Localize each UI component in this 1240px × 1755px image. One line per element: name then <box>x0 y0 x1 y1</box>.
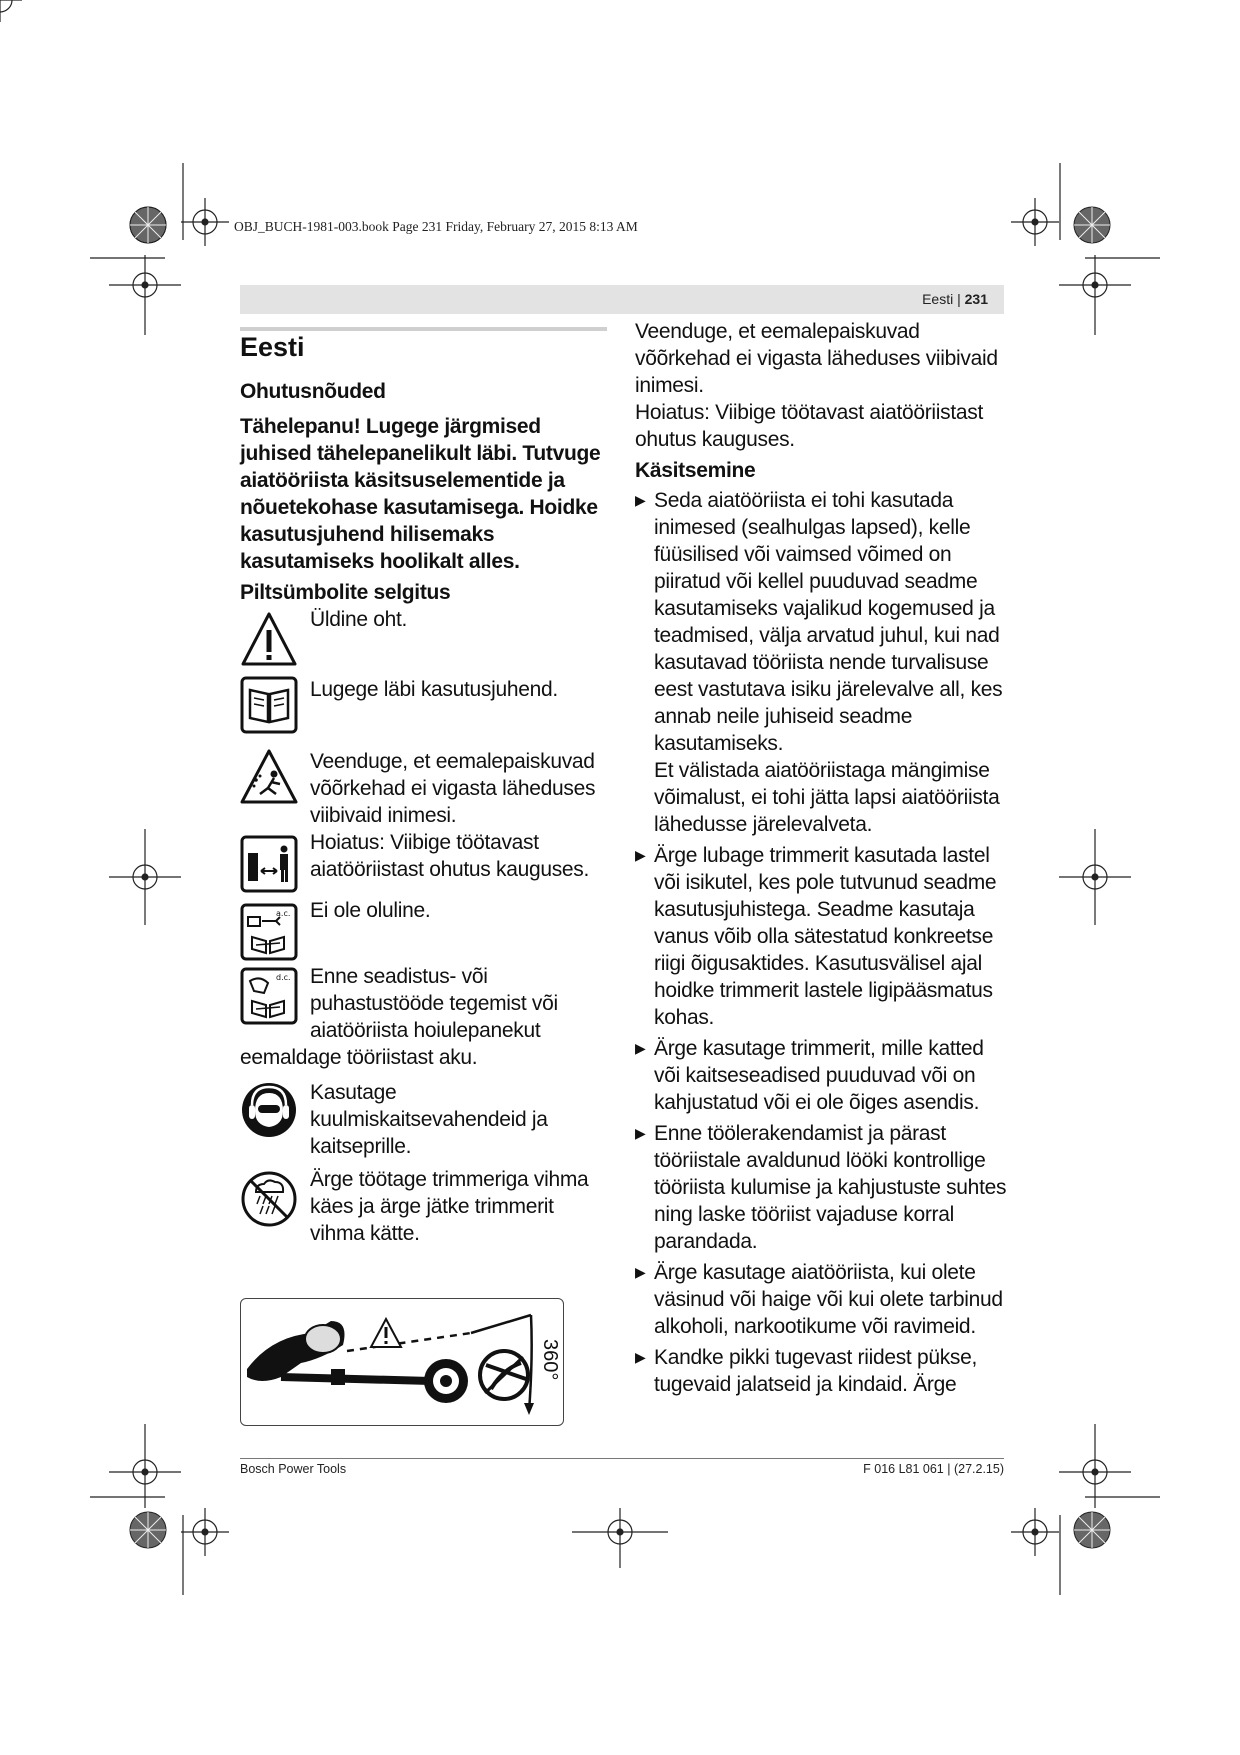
no-rain-icon <box>240 1170 298 1228</box>
bullet-text: Ärge kasutage trimmerit, mille katted või kaitseseadised puuduvad või on kahjustatud või ei ole õiges asendis. <box>654 1037 984 1114</box>
bullet-marker-icon: ▶ <box>635 1125 646 1141</box>
general-danger-icon <box>240 610 298 668</box>
remove-battery-dc-icon <box>240 967 298 1025</box>
symbol-row <box>240 1166 610 1254</box>
bullet-item <box>635 842 1007 1031</box>
right-column <box>635 318 1007 1398</box>
warning-paragraph: Tähelepanu! Lugege järgmised juhised tähelepanelikult läbi. Tutvuge aiatööriista käsitsuselementide ja nõuetekohase kasutamisega. Hoidke kasutusjuhend hilisemaks kasutamiseks hoolikalt alles. <box>240 415 601 573</box>
bullet-text: Ärge kasutage aiatööriista, kui olete väsinud või haige või kui olete tarbinud alkoholi, narkootikume või ravimeid. <box>654 1261 1003 1338</box>
bullet-marker-icon: ▶ <box>635 1264 646 1280</box>
not-relevant-ac-icon <box>240 903 298 961</box>
safety-distance-icon <box>240 835 298 893</box>
bullet-item <box>635 487 1007 838</box>
bullet-text: Enne töölerakendamist ja pärast tööriistale avaldunud lööki kontrollige tööriista kulumise ja kahjustuste suhtes ning laske tööriist vajaduse korral parandada. <box>654 1122 1007 1253</box>
page-number: 231 <box>964 291 988 307</box>
bullet-text: Kandke pikki tugevast riidest pükse, tugevaid jalatseid ja kindaid. Ärge <box>654 1346 978 1396</box>
header-text <box>922 291 988 307</box>
continued-paragraph-2: Hoiatus: Viibige töötavast aiatööriistast ohutus kauguses. <box>635 401 984 451</box>
header-section: Eesti <box>922 291 954 307</box>
bullet-text: Ärge lubage trimmerit kasutada lastel või isikutel, kes pole tutvunud seadme kasutusjuhistega. Seadme kasutaja vanus võib olla sätestatud konkreetse riigi õigusaktides. Kasutusvälisel ajal hoidke trimmerit lastele ligipääsmatus kohas. <box>654 844 997 1029</box>
svg-text:a.c.: a.c. <box>276 909 291 918</box>
bullet-extra: Et välistada aiatööriistaga mängimise võimalust, ei tohi jätta lapsi aiatööriista lähedusse järelevalveta. <box>654 759 1000 836</box>
ear-eye-protection-icon <box>240 1081 298 1139</box>
symbol-row <box>240 676 610 748</box>
read-manual-icon <box>240 676 298 734</box>
symbol-row <box>240 897 610 963</box>
left-column <box>240 330 610 1254</box>
symbol-row <box>240 606 610 676</box>
footer-docnumber: F 016 L81 061 | (27.2.15) <box>863 1462 1004 1476</box>
symbol-text: Kasutage kuulmiskaitsevahendeid ja kaitseprille. <box>310 1081 548 1158</box>
footer-rule <box>240 1458 1004 1459</box>
symbol-text: Hoiatus: Viibige töötavast aiatööriistast ohutus kauguses. <box>310 831 590 881</box>
symbol-row <box>240 829 610 897</box>
bullet-marker-icon: ▶ <box>635 492 646 508</box>
illustration-label: 360° <box>539 1339 561 1381</box>
symbol-row <box>240 963 610 1044</box>
footer-brand: Bosch Power Tools <box>240 1462 347 1476</box>
symbol-text: Veenduge, et eemalepaiskuvad võõrkehad ei vigasta läheduses viibivaid inimesi. <box>310 750 596 827</box>
handling-heading: Käsitsemine <box>635 459 756 482</box>
symbol-text: Ei ole oluline. <box>310 899 431 922</box>
bullet-item <box>635 1344 1007 1398</box>
symbol-text: Ärge töötage trimmeriga vihma käes ja ärge jätke trimmerit vihma kätte. <box>310 1168 589 1245</box>
trimmer-drawing <box>241 1299 563 1425</box>
header-separator: | <box>957 291 961 307</box>
svg-text:d.c.: d.c. <box>276 973 291 982</box>
bullet-marker-icon: ▶ <box>635 847 646 863</box>
symbol-row <box>240 748 610 829</box>
bullet-item <box>635 1035 1007 1116</box>
safety-heading: Ohutusnõuded <box>240 380 386 403</box>
symbol-text-tail: eemaldage tööriistast aku. <box>240 1046 478 1069</box>
bullet-item <box>635 1259 1007 1340</box>
page-header <box>240 285 1004 314</box>
continued-paragraph-1: Veenduge, et eemalepaiskuvad võõrkehad ei vigasta läheduses viibivaid inimesi. <box>635 320 998 397</box>
trimmer-illustration <box>240 1298 564 1426</box>
symbol-text: Lugege läbi kasutusjuhend. <box>310 678 558 701</box>
bullet-text: Seda aiatööriista ei tohi kasutada inimesed (sealhulgas lapsed), kelle füüsilised või vaimsed võimed on piiratud või kellel puuduvad seadme kasutamiseks vajalikud kogemused ja teadmised, välja arvatud juhul, kui nad kasutavad tööriista nende turvalisuse eest vastutava isiku järelevalve all, kes annab neile juhiseid seadme kasutamiseks. <box>654 489 1003 755</box>
bullet-marker-icon: ▶ <box>635 1040 646 1056</box>
flying-objects-icon <box>240 748 298 806</box>
symbol-text: Üldine oht. <box>310 608 408 631</box>
bullet-marker-icon: ▶ <box>635 1349 646 1365</box>
symbols-heading: Piltsümbolite selgitus <box>240 581 451 604</box>
bullet-item <box>635 1120 1007 1255</box>
symbol-text: Enne seadistus- või puhastustööde tegemist või aiatööriista hoiulepanekut <box>310 965 558 1042</box>
print-info: OBJ_BUCH-1981-003.book Page 231 Friday, February 27, 2015 8:13 AM <box>234 219 638 234</box>
symbol-row <box>240 1079 610 1166</box>
page-title: Eesti <box>240 332 305 362</box>
